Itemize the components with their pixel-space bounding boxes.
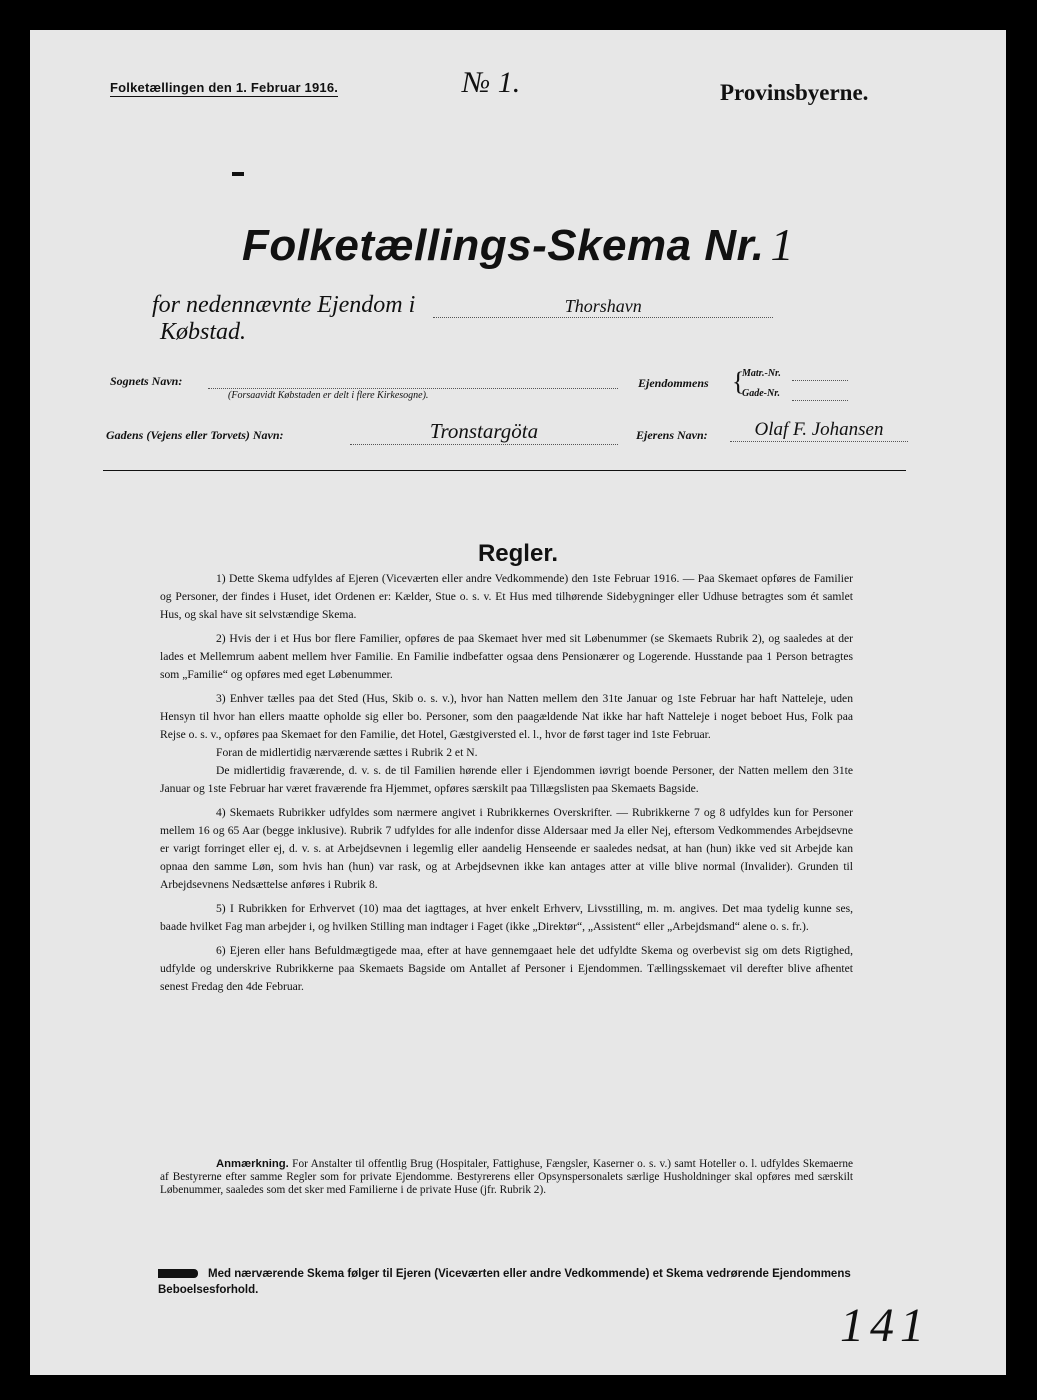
- parish-label: Sognets Navn:: [110, 374, 183, 388]
- rule-3-n-note: Foran de midlertidig nærværende sættes i Rubrik 2 et N.: [216, 746, 478, 759]
- rule-1: 1) Dette Skema udfyldes af Ejeren (Viceværten eller andre Vedkommende) den 1ste Februar 1916. — Paa Skemaet opføres de Familier og Personer, der findes i Huset, idet Ordenen er: Kælder, Stue o. s. v. Et Hus med tilhørende Sidebygninger eller Udhuse betragtes som ét samlet Hus, og skal have sit selvstændige Skema.: [160, 572, 853, 621]
- pointing-hand-icon: [158, 1269, 198, 1278]
- town-field[interactable]: Thorshavn: [433, 296, 773, 318]
- matr-nr-field[interactable]: [792, 368, 848, 381]
- parish-note: (Forsaavidt Købstaden er delt i flere Kirkesogne).: [228, 390, 429, 401]
- rule-3-absent-note: De midlertidig fraværende, d. v. s. de til Familien hørende eller i Ejendommen iøvrigt boende Personer, der Natten mellem den 31te Januar og 1ste Februar har været fraværende fra Hjemmet, opføres særskilt paa Tillægslisten paa Skemaets Bagside.: [160, 764, 853, 795]
- street-label: Gadens (Vejens eller Torvets) Navn:: [106, 428, 284, 442]
- rule-5: 5) I Rubrikken for Erhvervet (10) maa det iagttages, at hver enkelt Erhverv, Livsstilling, m. m. angives. Det maa tydelig kunne ses, baade hvilket Fag man arbejder i, og hvilken Stilling man indtager i Faget (ikke „Direktør“, „Assistent“ eller „Arbejdsmand“ alene o. s. fr.).: [160, 902, 853, 933]
- remark-label: Anmærkning.: [216, 1158, 289, 1170]
- census-form-sheet: [30, 30, 1006, 1375]
- subtitle-lead: for nedennævnte Ejendom i: [152, 292, 416, 318]
- subtitle-tail: Købstad.: [160, 319, 247, 345]
- handwritten-number: № 1.: [462, 66, 521, 99]
- rule-6: 6) Ejeren eller hans Befuldmægtigede maa, efter at have gennemgaaet hele det udfyldte Skema og overbevist sig om dets Rigtighed, udfylde og underskrive Rubrikkerne paa Skemaets Bagside om Antallet af Personer i Ejendommen. Tællingsskemaet vil derefter blive afhentet senest Fredag den 4de Februar.: [160, 944, 853, 993]
- rule-2: 2) Hvis der i et Hus bor flere Familier, opføres de paa Skemaet hver med sit Løbenummer (se Skemaets Rubrik 2), og saaledes at der lades et Mellemrum aabent mellem hver Familie. En Familie indbefatter ogsaa dens Pensionærer og Logerende. Husstande paa 1 Person betragtes som „Familie“ og opføres med eget Løbenummer.: [160, 632, 853, 681]
- header-rule: [103, 470, 906, 471]
- form-title: [30, 218, 1006, 271]
- parish-field[interactable]: [208, 374, 618, 389]
- divider-mark: [232, 172, 244, 176]
- property-label: Ejendommens: [638, 376, 709, 390]
- census-date-header: Folketællingen den 1. Februar 1916.: [110, 80, 339, 95]
- footer-text: Med nærværende Skema følger til Ejeren (Viceværten eller andre Vedkommende) et Skema vedrørende Ejendommens Beboelsesforhold.: [158, 1268, 851, 1296]
- owner-label: Ejerens Navn:: [636, 428, 708, 442]
- property-subtitle: [152, 292, 872, 346]
- matr-nr-label: Matr.-Nr.: [742, 368, 781, 379]
- form-title-text: Folketællings-Skema Nr.: [241, 221, 765, 270]
- gade-nr-field[interactable]: [792, 388, 848, 401]
- region-header: Provinsbyerne.: [720, 80, 869, 105]
- gade-nr-label: Gade-Nr.: [742, 388, 781, 399]
- form-number: 1: [770, 219, 795, 270]
- rule-3: 3) Enhver tælles paa det Sted (Hus, Skib o. s. v.), hvor han Natten mellem den 31te Januar og 1ste Februar har haft Natteleje, uden Hensyn til hvor han ellers maatte opholde sig eller bo. Personer, som den paagældende Nat ikke har haft Natteleje i noget beboet Hus, Folk paa Rejse o. s. v., opføres paa Skemaet for den Familie, det Hotel, Gæstgiversted el. l., hvor de først tager ind 1ste Februar.: [160, 692, 853, 741]
- footer-notice: [158, 1266, 878, 1298]
- page-number-mark: 141: [840, 1299, 930, 1352]
- brace-icon: {: [732, 367, 745, 396]
- street-field[interactable]: Tronstargöta: [350, 419, 618, 445]
- rules-heading: Regler.: [477, 540, 559, 567]
- rule-4: 4) Skemaets Rubrikker udfyldes som nærmere angivet i Rubrikkernes Overskrifter. — Rubrikkerne 7 og 8 udfyldes kun for Personer mellem 16 og 65 Aar (begge inklusive). Rubrik 7 udfyldes for alle indenfor disse Aldersaar med Ja eller Nej, eftersom Vedkommendes Arbejdsevne er varigt forringet eller ej, d. v. s. at Arbejdsevnen i legemlig eller aandelig Henseende er saaledes nedsat, at han (hun) ikke ved sit Arbejde kan opnaa den samme Løn, som hvis han (hun) var rask, og at Arbejdsevnen ikke kan antages atter at ville blive normal (Invalider). Grunden til Arbejdsevnens Nedsættelse anføres i Rubrik 8.: [160, 806, 853, 891]
- owner-field[interactable]: Olaf F. Johansen: [730, 419, 908, 442]
- remark-text: For Anstalter til offentlig Brug (Hospitaler, Fattighuse, Fængsler, Kaserner o. s. v.) samt Hoteller o. l. udfyldes Skemaerne af Bestyrerne efter samme Regler som for private Ejendomme. Bestyrerens eller Opsynspersonalets særlige Husholdninger skal opføres med særskilt Løbenummer, saaledes som det sker med Familierne i de private Huse (jfr. Rubrik 2).: [160, 1158, 853, 1196]
- remark-block: [160, 1158, 853, 1197]
- rules-body: [160, 570, 853, 1002]
